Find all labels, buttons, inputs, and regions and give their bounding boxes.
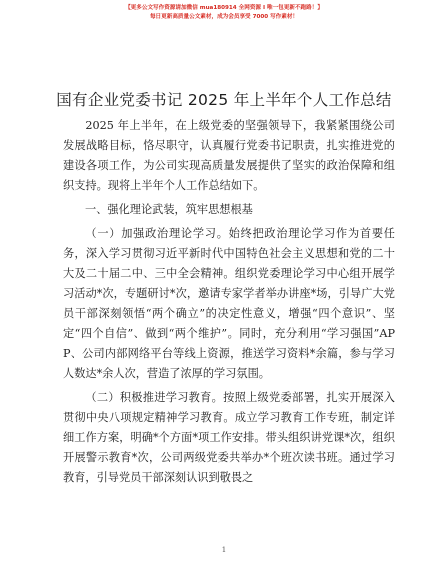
intro-paragraph: 2025 年上半年，在上级党委的坚强领导下，我紧紧围绕公司发展战略目标，恪尽职守，认真履行党委书记职责，扎实推进党的建设各项工作，为公司实现高质量发展提供了坚实的政治保障和组织支持。现将上半年个人工作总结如下。 [63, 119, 395, 192]
document-body [63, 116, 395, 488]
promo-banner-line-2: 每日更新高质量公文素材，成为会员享受 7000 写作素材！ [149, 14, 299, 20]
section-heading-1: 一、强化理论武装，筑牢思想根基 [85, 203, 253, 216]
page-number: 1 [221, 546, 227, 554]
promo-banner-line-1: 【更多公文写作资源请加微信 mua180914 全网资源 I 唯一包更新不跑路！】 [125, 5, 323, 11]
document-title: 国有企业党委书记 2025 年上半年个人工作总结 [56, 91, 392, 109]
promo-banner [0, 4, 448, 22]
subsection-paragraph-2: （二）积极推进学习教育。按照上级党委部署，扎实开展深入贯彻中央八项规定精神学习教育。成立学习教育工作专班，制定详细工作方案，明确*个方面*项工作安排。带头组织讲党课*次，组织开展警示教育*次，公司两级党委共举办*个班次读书班。通过学习教育，引导党员干部深刻认识到敬畏之 [63, 391, 395, 484]
subsection-paragraph-1: （一）加强政治理论学习。始终把政治理论学习作为首要任务，深入学习贯彻习近平新时代中国特色社会主义思想和党的二十大及二十届二中、三中全会精神。组织党委理论学习中心组开展学习活动*次，专题研讨*次，邀请专家学者举办讲座*场，引导广大党员干部深刻领悟“两个确立”的决定性意义，增强“四个意识”、坚定“四个自信”、做到“两个维护”。同时，充分利用“学习强国”APP、公司内部网络平台等线上资源，推送学习资料*余篇，参与学习人数达*余人次，营造了浓厚的学习氛围。 [63, 227, 395, 380]
